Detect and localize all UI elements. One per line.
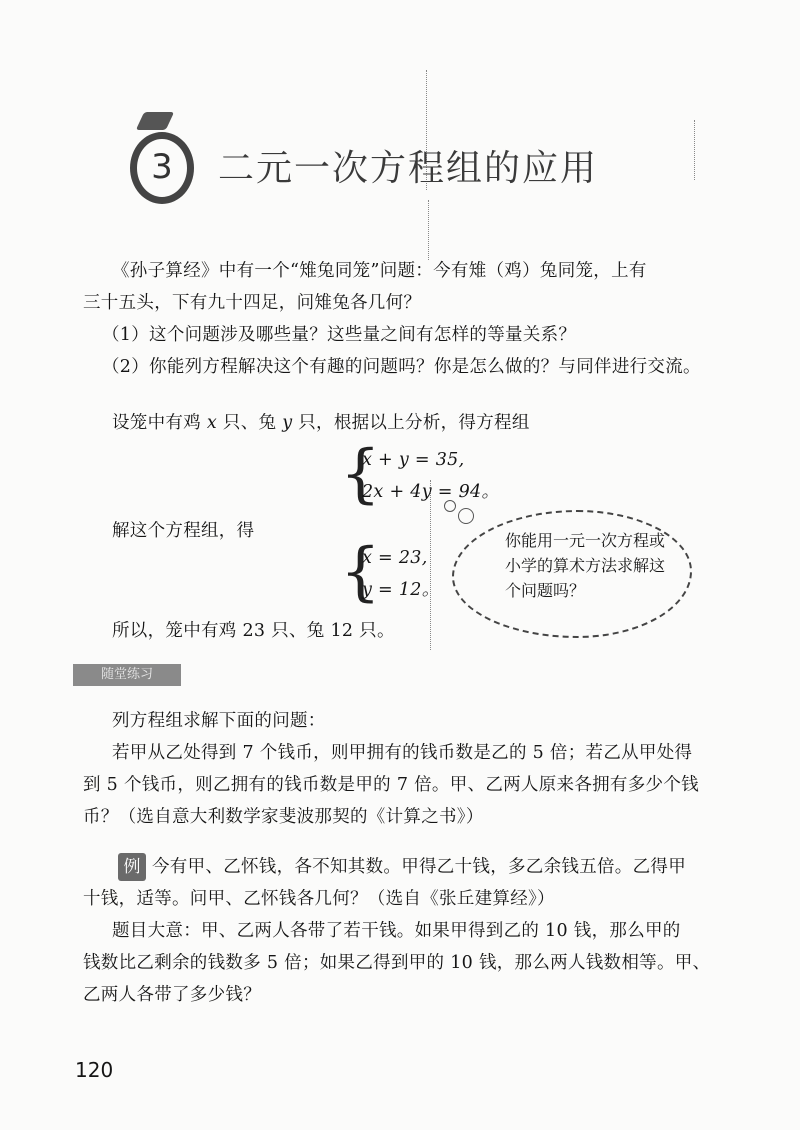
brace-icon: { [340, 535, 381, 609]
thought-dot-icon [444, 500, 456, 512]
setup-text-c: 只，根据以上分析，得方程组 [292, 413, 530, 433]
section-number-badge: 3 [130, 132, 194, 204]
conclusion-text: 所以，笼中有鸡 23 只、兔 12 只。 [112, 621, 395, 641]
example-line-4: 钱数比乙剩余的钱数多 5 倍；如果乙得到甲的 10 钱，那么两人钱数相等。甲、 [83, 953, 711, 973]
system2-eq1: x = 23, [362, 548, 428, 568]
example-line-1: 今有甲、乙怀钱，各不知其数。甲得乙十钱，多乙余钱五倍。乙得甲 [152, 857, 686, 877]
intro-line-1: 《孙子算经》中有一个“雉兔同笼”问题：今有雉（鸡）兔同笼，上有 [112, 261, 647, 281]
example-line-2: 十钱，适等。问甲、乙怀钱各几何？（选自《张丘建算经》） [83, 889, 555, 909]
page-number: 120 [75, 1058, 114, 1082]
intro-line-2: 三十五头，下有九十四足，问雉兔各几何？ [83, 293, 422, 313]
question-1: （1）这个问题涉及哪些量？这些量之间有怎样的等量关系？ [102, 325, 577, 345]
badge-accent-icon [136, 112, 174, 130]
exercise-line-1: 若甲从乙处得到 7 个钱币，则甲拥有的钱币数是乙的 5 倍；若乙从甲处得 [112, 743, 693, 763]
section-title: 二元一次方程组的应用 [218, 148, 599, 189]
thought-dot-icon [458, 508, 474, 524]
setup-text-b: 只、兔 [217, 413, 283, 433]
exercise-instruction: 列方程组求解下面的问题： [112, 711, 326, 731]
exercise-line-3: 币？（选自意大利数学家斐波那契的《计算之书》） [83, 807, 484, 827]
exercise-tag: 随堂练习 [73, 664, 181, 686]
variable-y: y [282, 413, 293, 433]
margin-dots [694, 120, 695, 180]
example-badge: 例 [118, 853, 146, 881]
setup-text [112, 406, 530, 440]
question-2: （2）你能列方程解决这个有趣的问题吗？你是怎么做的？与同伴进行交流。 [102, 357, 701, 377]
system2-eq2: y = 12。 [362, 580, 440, 600]
system1-eq1: x + y = 35, [362, 450, 465, 470]
setup-text-a: 设笼中有鸡 [112, 413, 207, 433]
thought-bubble-text: 你能用一元一次方程或小学的算术方法求解这个问题吗？ [505, 531, 666, 600]
example-line-3: 题目大意：甲、乙两人各带了若干钱。如果甲得到乙的 10 钱，那么甲的 [112, 921, 681, 941]
exercise-line-2: 到 5 个钱币，则乙拥有的钱币数是甲的 7 倍。甲、乙两人原来各拥有多少个钱 [83, 775, 699, 795]
solve-text: 解这个方程组，得 [112, 521, 255, 541]
margin-dots [428, 200, 429, 260]
variable-x: x [206, 413, 218, 433]
brace-icon: { [340, 437, 381, 511]
system1-eq2: 2x + 4y = 94。 [362, 482, 500, 502]
example-line-5: 乙两人各带了多少钱？ [83, 985, 261, 1005]
